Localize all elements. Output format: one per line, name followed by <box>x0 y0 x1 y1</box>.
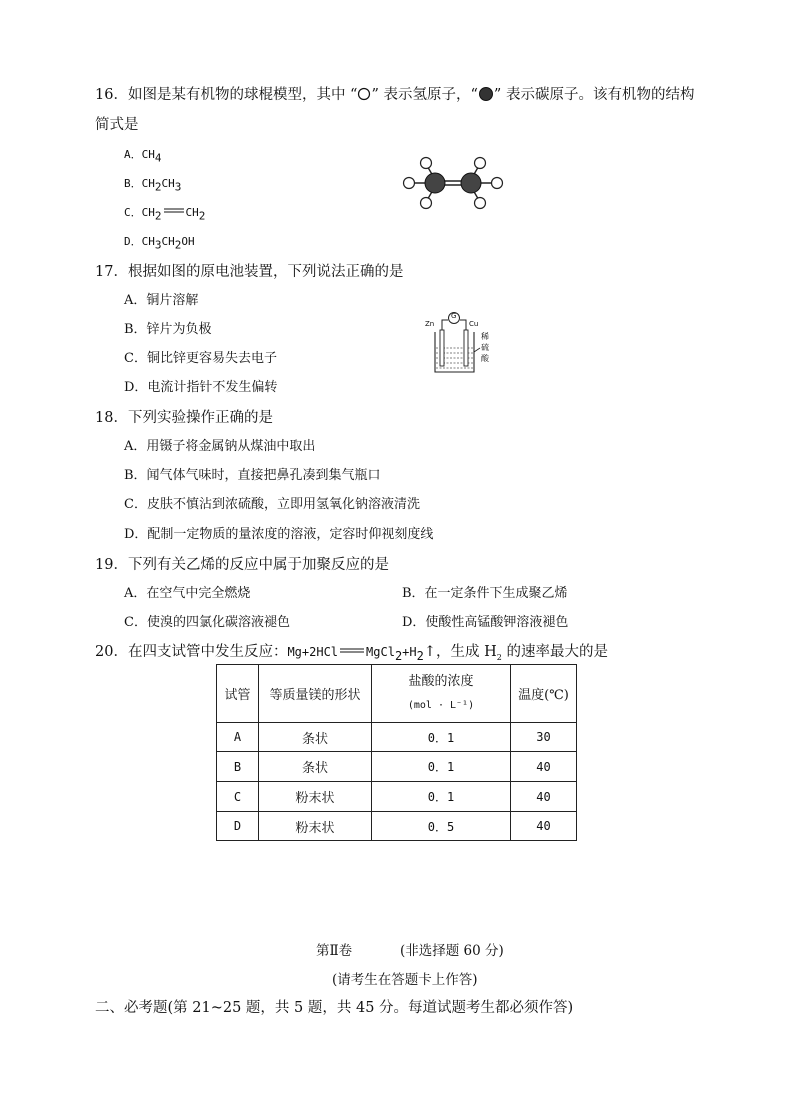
q16-stem-line1 <box>95 85 694 105</box>
q18-option-a: A．用镊子将金属钠从煤油中取出 <box>124 439 316 454</box>
copper-electrode <box>464 330 468 366</box>
equation-sub: 2 <box>416 648 424 663</box>
q19-stem: 19．下列有关乙烯的反应中属于加聚反应的是 <box>95 557 389 573</box>
header-tube: 试管 <box>217 665 259 723</box>
option-letter: D． <box>124 235 142 248</box>
part2-subtitle: (非选择题 60 分) <box>400 943 504 959</box>
galvanic-cell-drawing <box>424 308 496 376</box>
table-row <box>217 752 577 782</box>
formula-part: CH <box>185 206 199 219</box>
hydrogen-atom-icon <box>475 198 486 209</box>
q17-option-a: A．铜片溶解 <box>124 293 199 308</box>
galvanometer-letter: G <box>451 312 457 320</box>
q19-option-d: D．使酸性高锰酸钾溶液褪色 <box>402 615 569 630</box>
q16-stem-part-a: 16．如图是某有机物的球棍模型，其中 “ <box>95 87 358 103</box>
q16-option-d <box>124 233 195 255</box>
formula-sub: 2 <box>174 238 182 252</box>
cell-concentration: 0．1 <box>372 723 511 752</box>
hydrogen-atom-icon <box>421 198 432 209</box>
carbon-atom-icon <box>478 87 494 101</box>
q18-stem: 18．下列实验操作正确的是 <box>95 410 273 426</box>
formula-sub: 2 <box>154 180 162 194</box>
q17-option-c: C．铜比锌更容易失去电子 <box>124 351 277 366</box>
double-bond-icon <box>163 207 185 215</box>
q16-option-c <box>124 204 205 226</box>
cell-shape: 粉末状 <box>259 782 372 812</box>
equation-sub: 2 <box>394 648 403 663</box>
hydrogen-atom-icon <box>492 178 503 189</box>
cell-tube: B <box>217 752 259 782</box>
q17-option-b: B．锌片为负极 <box>124 322 212 337</box>
formula-part: CH <box>161 235 175 248</box>
q19-option-b: B．在一定条件下生成聚乙烯 <box>402 586 568 601</box>
q16-stem-part-c: ” 表示碳原子。该有机物的结构 <box>493 87 695 103</box>
hydrogen-atom-icon <box>475 158 486 169</box>
cell-tube: C <box>217 782 259 812</box>
formula-part: CH <box>141 206 155 219</box>
table-row <box>217 782 577 812</box>
ethylene-ball-stick-model <box>400 152 505 210</box>
q16-option-a <box>124 146 162 168</box>
formula-sub: 4 <box>154 151 162 165</box>
cell-shape: 条状 <box>259 723 372 752</box>
q18-option-b: B．闻气体气味时，直接把鼻孔凑到集气瓶口 <box>124 468 381 483</box>
option-letter: B． <box>124 177 142 190</box>
part2-title: 第Ⅱ卷 <box>316 943 353 959</box>
option-letter: C． <box>124 206 142 219</box>
part2-note: (请考生在答题卡上作答) <box>332 972 478 988</box>
table-row <box>217 723 577 752</box>
header-concentration <box>372 665 511 723</box>
header-concentration-label: 盐酸的浓度 <box>408 673 474 689</box>
header-concentration-unit: (mol · L⁻¹) <box>407 699 475 711</box>
cell-temperature: 40 <box>511 812 577 841</box>
hydrogen-atom-icon <box>357 87 371 101</box>
equation-plus-h: +H <box>402 645 417 659</box>
carbon-atom-icon <box>461 173 481 193</box>
table-row <box>217 812 577 841</box>
zinc-label: Zn <box>425 320 435 328</box>
q19-option-a: A．在空气中完全燃烧 <box>124 586 251 601</box>
hydrogen-atom-icon <box>404 178 415 189</box>
cell-shape: 条状 <box>259 752 372 782</box>
equation-right: MgCl <box>366 645 395 659</box>
formula-part: CH <box>141 177 155 190</box>
equals-double-line-icon <box>339 647 365 655</box>
formula-sub: 3 <box>174 180 182 194</box>
hydrogen-atom-icon <box>421 158 432 169</box>
header-temperature: 温度(℃) <box>511 665 577 723</box>
acid-label-3: 酸 <box>481 354 489 363</box>
galvanic-cell-diagram <box>424 308 496 376</box>
q18-option-c: C．皮肤不慎沾到浓硫酸，立即用氢氧化钠溶液清洗 <box>124 497 420 512</box>
cell-temperature: 30 <box>511 723 577 752</box>
carbon-atom-icon <box>425 173 445 193</box>
cell-tube: D <box>217 812 259 841</box>
formula-sub: 3 <box>154 238 162 252</box>
option-letter: A． <box>124 148 142 161</box>
q20-stem-part-c: 的速率最大的是 <box>501 644 608 660</box>
formula-sub: 2 <box>154 209 162 223</box>
cell-temperature: 40 <box>511 782 577 812</box>
q20-stem-part-b: ，生成 H <box>436 644 497 660</box>
q20-stem-part-a: 20．在四支试管中发生反应： <box>95 644 288 660</box>
cell-shape: 粉末状 <box>259 812 372 841</box>
q16-option-b <box>124 175 181 197</box>
cell-concentration: 0．1 <box>372 782 511 812</box>
formula-part: OH <box>181 235 195 248</box>
acid-label-2: 硫 <box>481 343 489 352</box>
formula-part: CH <box>161 177 175 190</box>
section-heading: 二、必考题(第 21~25 题，共 5 题，共 45 分。每道试题考生都必须作答) <box>95 1000 574 1016</box>
formula-part: CH <box>141 235 155 248</box>
q16-stem-part-b: ” 表示氢原子，“ <box>371 87 478 103</box>
cell-temperature: 40 <box>511 752 577 782</box>
equation-left: Mg+2HCl <box>287 645 339 659</box>
q18-option-d: D．配制一定物质的量浓度的溶液，定容时仰视刻度线 <box>124 527 434 542</box>
reaction-rate-table <box>216 664 577 841</box>
cell-concentration: 0．5 <box>372 812 511 841</box>
q17-option-d: D．电流计指针不发生偏转 <box>124 380 278 395</box>
q16-stem-line2: 简式是 <box>95 117 139 133</box>
q19-option-c: C．使溴的四氯化碳溶液褪色 <box>124 615 290 630</box>
zinc-electrode <box>440 330 444 366</box>
table-header-row <box>217 665 577 723</box>
cell-tube: A <box>217 723 259 752</box>
q20-stem-sub: 2 <box>496 652 502 662</box>
cell-concentration: 0．1 <box>372 752 511 782</box>
header-shape: 等质量镁的形状 <box>259 665 372 723</box>
q17-stem: 17．根据如图的原电池装置，下列说法正确的是 <box>95 264 404 280</box>
gas-arrow-icon: ↑ <box>423 644 437 660</box>
copper-label: Cu <box>469 320 479 328</box>
formula-sub: 2 <box>198 209 206 223</box>
formula-part: CH <box>141 148 155 161</box>
acid-label-1: 稀 <box>481 332 489 341</box>
